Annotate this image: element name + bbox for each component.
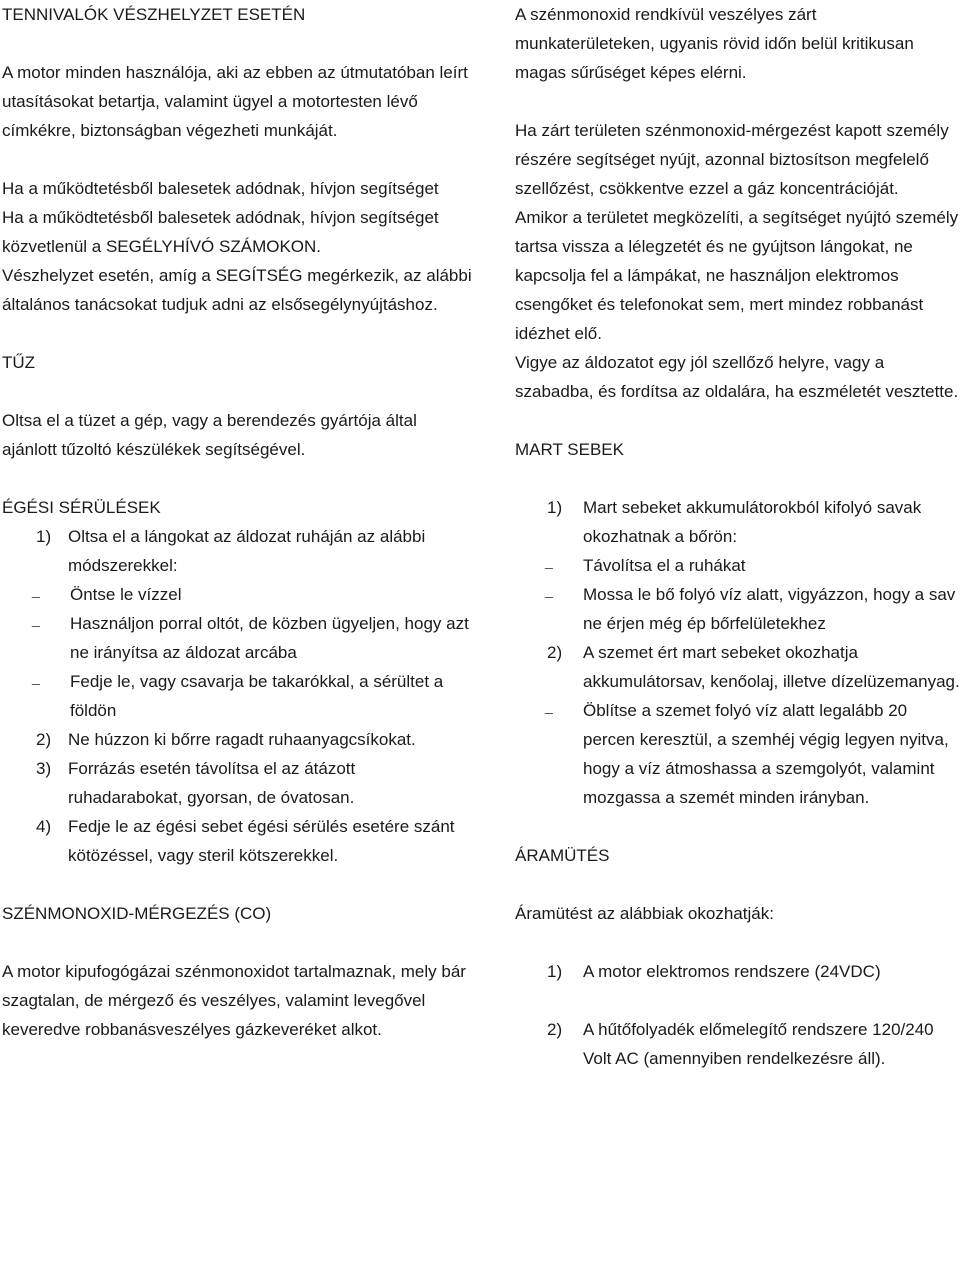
acid-list: [515, 493, 960, 812]
sub-list-item: [2, 667, 472, 725]
dash-bullet-icon: _: [545, 698, 553, 714]
dash-bullet-icon: _: [32, 611, 40, 627]
sub-list-text: Öntse le vízzel: [70, 585, 182, 604]
list-number: 1): [36, 527, 52, 546]
shock-heading: ÁRAMÜTÉS: [515, 846, 610, 865]
list-item: [2, 725, 472, 754]
co-paragraph-3: Ha zárt területen szénmonoxid-mérgezést kapott személy részére segítséget nyújt, azonnal biztosítson megfelelő szellőzést, csökkentve ezzel a gáz koncentrációját.: [515, 121, 949, 198]
sub-list-text: Távolítsa el a ruhákat: [583, 556, 746, 575]
co-heading: SZÉNMONOXID-MÉRGEZÉS (CO): [2, 904, 272, 923]
sub-list-text: Használjon porral oltót, de közben ügyeljen, hogy azt ne irányítsa az áldozat arcába: [70, 614, 469, 662]
sub-list-item: [515, 551, 960, 580]
co-paragraph-4: Amikor a területet megközelíti, a segítséget nyújtó személy tartsa vissza a lélegzetét és ne gyújtson lángokat, ne kapcsolja fel a lámpákat, ne használjon elektromos csengőket és telefonokat sem, mert mindez robbanást idézhet elő.: [515, 208, 959, 343]
list-number: 1): [547, 498, 563, 517]
list-item: [515, 638, 960, 696]
list-text: Ne húzzon ki bőrre ragadt ruhaanyagcsíkokat.: [68, 730, 416, 749]
list-text: A hűtőfolyadék előmelegítő rendszere 120/240 Volt AC (amennyiben rendelkezésre áll).: [583, 1020, 934, 1068]
dash-bullet-icon: _: [32, 669, 40, 685]
list-text: Mart sebeket akkumulátorokból kifolyó savak okozhatnak a bőrön:: [583, 498, 922, 546]
co-paragraph: A motor kipufogógázai szénmonoxidot tartalmaznak, mely bár szagtalan, de mérgező és veszélyes, valamint levegővel keveredve robbanásveszélyes gázkeveréket alkot.: [2, 962, 466, 1039]
shock-paragraph: Áramütést az alábbiak okozhatják:: [515, 904, 774, 923]
co-paragraph-2: A szénmonoxid rendkívül veszélyes zárt munkaterületeken, ugyanis rövid időn belül kritikusan magas sűrűséget képes elérni.: [515, 5, 914, 82]
co-paragraph-5: Vigye az áldozatot egy jól szellőző helyre, vagy a szabadba, és fordítsa az oldalára, ha eszméletét vesztette.: [515, 353, 959, 401]
list-item: [515, 493, 960, 551]
sub-list-item: [2, 580, 472, 609]
list-text: Fedje le az égési sebet égési sérülés esetére szánt kötözéssel, vagy steril kötszerekkel.: [68, 817, 455, 865]
list-item: [2, 754, 472, 812]
sub-list-item: [515, 696, 960, 812]
list-number: 2): [547, 1020, 563, 1039]
dash-bullet-icon: _: [545, 582, 553, 598]
list-item: [2, 812, 472, 870]
sub-list-item: [2, 609, 472, 667]
list-number: 4): [36, 817, 52, 836]
fire-heading: TŰZ: [2, 353, 36, 372]
list-text: Oltsa el a lángokat az áldozat ruháján az alábbi módszerekkel:: [68, 527, 426, 575]
list-item: [515, 1015, 960, 1073]
sub-list-text: Mossa le bő folyó víz alatt, vigyázzon, hogy a sav ne érjen még ép bőrfelületekhez: [583, 585, 956, 633]
shock-list: [515, 957, 960, 1073]
right-column: [515, 0, 960, 1073]
sub-list-item: [515, 580, 960, 638]
intro-paragraph: A motor minden használója, aki az ebben az útmutatóban leírt utasításokat betartja, valamint ügyel a motortesten lévő címkékre, biztonságban végezheti munkáját.: [2, 63, 468, 140]
list-number: 2): [36, 730, 52, 749]
list-item: [2, 522, 472, 580]
accident-paragraph-a: Ha a működtetésből balesetek adódnak, hívjon segítséget: [2, 179, 439, 198]
list-number: 2): [547, 643, 563, 662]
acid-heading: MART SEBEK: [515, 440, 624, 459]
list-text: A szemet ért mart sebeket okozhatja akkumulátorsav, kenőolaj, illetve dízelüzemanyag.: [583, 643, 960, 691]
list-item: [515, 957, 960, 986]
list-number: 1): [547, 962, 563, 981]
burns-list: [2, 522, 472, 870]
dash-bullet-icon: _: [545, 553, 553, 569]
list-text: A motor elektromos rendszere (24VDC): [583, 962, 881, 981]
accident-paragraph-b: Ha a működtetésből balesetek adódnak, hívjon segítséget közvetlenül a SEGÉLYHÍVÓ SZÁMOKON.: [2, 208, 439, 256]
burns-heading: ÉGÉSI SÉRÜLÉSEK: [2, 498, 161, 517]
accident-paragraph-c: Vészhelyzet esetén, amíg a SEGÍTSÉG megérkezik, az alábbi általános tanácsokat tudjuk adni az elsősegélynyújtáshoz.: [2, 266, 472, 314]
list-text: Forrázás esetén távolítsa el az átázott ruhadarabokat, gyorsan, de óvatosan.: [68, 759, 356, 807]
fire-paragraph: Oltsa el a tüzet a gép, vagy a berendezés gyártója által ajánlott tűzoltó készülékek segítségével.: [2, 411, 417, 459]
sub-list-text: Fedje le, vagy csavarja be takarókkal, a sérültet a földön: [70, 672, 444, 720]
page-title: TENNIVALÓK VÉSZHELYZET ESETÉN: [2, 5, 306, 24]
dash-bullet-icon: _: [32, 582, 40, 598]
list-number: 3): [36, 759, 52, 778]
left-column: [2, 0, 472, 1044]
sub-list-text: Öblítse a szemet folyó víz alatt legalább 20 percen keresztül, a szemhéj végig legyen nyitva, hogy a víz átmoshassa a szemgolyót, valamint mozgassa a szemét minden irányban.: [583, 701, 949, 807]
